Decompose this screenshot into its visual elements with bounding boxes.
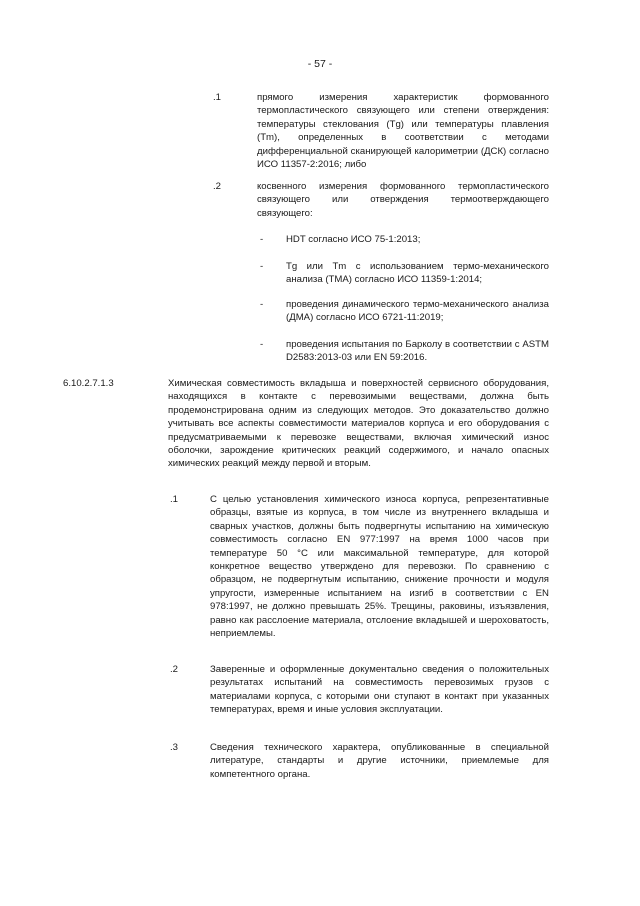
item-number: .1 [213,92,222,103]
dash-item-text: Tg или Tm с использованием термо-механического анализа (ТМА) согласно ИСО 11359-1:2014; [286,261,549,286]
section-number: 6.10.2.7.1.3 [63,378,114,389]
item-text: прямого измерения характеристик формованного термопластического связующего или степени отверждения: температуры стеклования (Tg) или температуры плавления (Tm), определенных в соответствии с методами дифференциальной сканирующей калориметрии (ДСК) согласно ИСО 11357-2:2016; либо [257,92,549,171]
item-number: .2 [213,181,222,192]
dash-item-text: проведения динамического термо-механического анализа (ДМА) согласно ИСО 6721-11:2019; [286,299,549,324]
dash-bullet: - [260,261,264,272]
dash-item-text: HDT согласно ИСО 75-1:2013; [286,234,421,245]
item-number: .1 [170,494,179,505]
dash-bullet: - [260,299,264,310]
dash-item-text: проведения испытания по Барколу в соответствии с ASTM D2583:2013-03 или EN 59:2016. [286,339,549,364]
item-text: косвенного измерения формованного термопластического связующего или отверждения термоотверждающего связующего: [257,181,549,219]
item-text: С целью установления химического износа корпуса, репрезентативные образцы, взятые из корпуса, в том числе из внутреннего вкладыша и сварных участков, должны быть подвергнуты испытанию на химическую совместимость согласно EN 977:1997 на время 1000 часов при температуре 50 °C или максимальной температуре, для которой конкретное вещество утверждено для перевозки. По сравнению с образцом, не подвергнутым испытанию, снижение прочности и модуля упругости, измеренные испытанием на изгиб в соответствии с EN 978:1997, не должно превышать 25%. Трещины, раковины, изъязвления, равно как расслоение материала, отслоение вкладышей и шероховатость, неприемлемы. [210,494,549,640]
item-number: .3 [170,742,179,753]
dash-bullet: - [260,339,264,350]
item-text: Сведения технического характера, опубликованные в специальной литературе, стандарты и другие источники, приемлемые для компетентного органа. [210,742,549,780]
item-text: Заверенные и оформленные документально сведения о положительных результатах испытаний на совместимость перевозимых грузов с материалами корпуса, с которыми они ступают в контакт при указанных температурах, время и иные условия эксплуатации. [210,664,549,716]
item-number: .2 [170,664,179,675]
page-number: - 57 - [307,58,333,70]
section-text: Химическая совместимость вкладыша и поверхностей сервисного оборудования, находящихся в контакте с перевозимыми веществами, должна быть продемонстрирована одним из следующих методов. Это доказательство должно учитывать все аспекты совместимости материалов корпуса и его оборудования с предусматриваемыми к перевозке веществами, включая химический износ оболочки, зарождение критических реакций содержимого, и начало опасных химических реакций между первой и вторым. [168,378,549,470]
dash-bullet: - [260,234,264,245]
